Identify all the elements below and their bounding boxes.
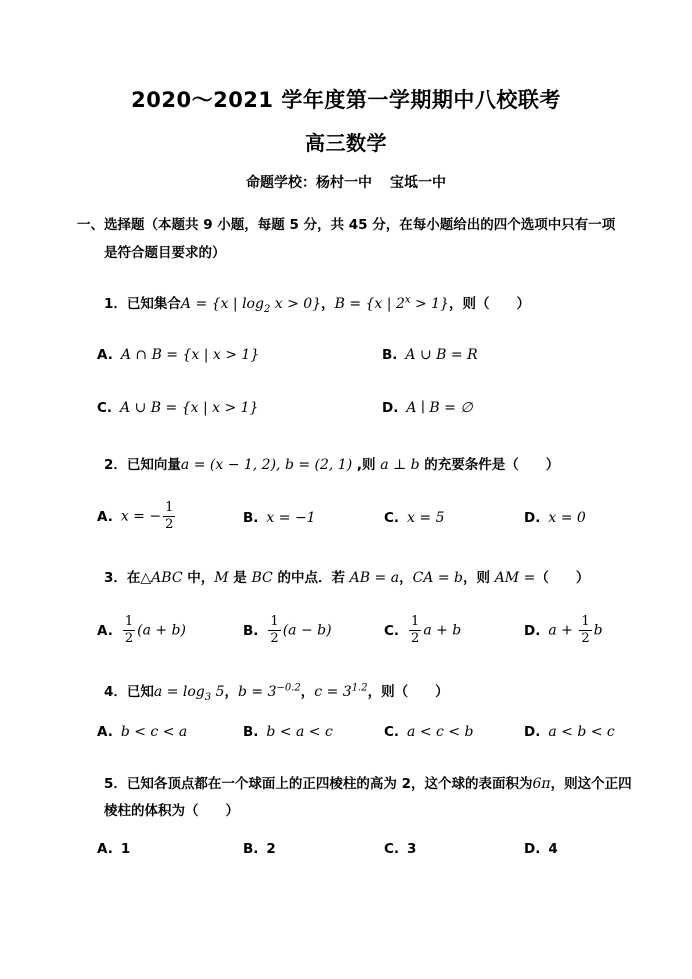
section-heading-line2: 是符合题目要求的） (104, 245, 226, 261)
math-ca: CA = b (412, 570, 463, 586)
option-5c[interactable]: C. 3 (384, 841, 417, 857)
option-1c[interactable]: C. A ∪ B = {x | x > 1} (97, 400, 259, 416)
schools-second: 宝坻一中 (390, 175, 446, 191)
math-b: $b = 3^{-0.2}$ (238, 682, 301, 700)
option-5a[interactable]: A. 1 (97, 841, 131, 857)
page-title: 2020～2021 学年度第一学期期中八校联考 (131, 88, 561, 112)
math-a: $a = \log_3 5$ (153, 684, 225, 703)
subject-title: 高三数学 (305, 131, 387, 155)
question-number: 4． (104, 684, 127, 700)
math-perp: a ⊥ b (380, 457, 420, 473)
math-set-b: B = {x | $2^x > 1$} (334, 294, 449, 312)
schools-label: 命题学校：杨村一中 (246, 175, 372, 191)
math-ab: AB = a (349, 570, 400, 586)
question-suffix: 的充要条件是（ ） (419, 457, 560, 473)
option-5b[interactable]: B. 2 (243, 841, 276, 857)
fraction: $\frac{1}{2}$ (165, 500, 174, 532)
question-text: 已知集合 (126, 296, 181, 312)
math-triangle: △ABC (140, 570, 183, 586)
question-1: 1．已知集合A = {x | $\log_2 x > 0$}，B = {x | $2^x > 1$}，则（ ） (104, 294, 530, 315)
question-number: 2． (104, 457, 127, 473)
option-1d[interactable]: D. A ∣ B = ∅ (382, 400, 473, 416)
question-5-line2: 棱柱的体积为（ ） (104, 803, 239, 819)
question-number: 5． (104, 776, 127, 792)
option-4b[interactable]: B. b < a < c (243, 724, 333, 740)
option-2a[interactable]: A. x = − $\frac{1}{2}$ (97, 500, 174, 532)
question-text: 已知向量 (126, 457, 181, 473)
option-3b[interactable]: B. $\frac{1}{2}$ (a − b) (243, 614, 332, 646)
option-3a[interactable]: A. $\frac{1}{2}$ (a + b) (97, 614, 186, 646)
question-5: 5．已知各顶点都在一个球面上的正四棱柱的高为 2，这个球的表面积为6π，则这个正四 (104, 776, 632, 792)
schools-line (0, 172, 692, 192)
question-suffix: （ ） (535, 570, 590, 586)
option-1b[interactable]: B. A ∪ B = R (382, 347, 478, 363)
option-2b[interactable]: B. x = −1 (243, 510, 316, 526)
option-4a[interactable]: A. b < c < a (97, 724, 188, 740)
option-5d[interactable]: D. 4 (524, 841, 558, 857)
math-vectors: a = (x − 1, 2), b = (2, 1) (180, 457, 353, 473)
math-set-a: A = {x | $\log_2 x > 0$} (180, 296, 322, 315)
math-c: $c = 3^{1.2}$ (314, 682, 368, 700)
option-4c[interactable]: C. a < c < b (384, 724, 474, 740)
option-2c[interactable]: C. x = 5 (384, 510, 445, 526)
question-number: 1． (104, 296, 127, 312)
option-2d[interactable]: D. x = 0 (524, 510, 586, 526)
math-6pi: 6π (532, 776, 551, 792)
question-3: 3．在△ABC 中，M 是 BC 的中点．若 AB = a，CA = b，则 AM =（ ） (104, 570, 590, 586)
option-3c[interactable]: C. $\frac{1}{2}$ a + b (384, 614, 462, 646)
question-2: 2．已知向量a = (x − 1, 2), b = (2, 1) ,则 a ⊥ b 的充要条件是（ ） (104, 457, 560, 473)
section-heading-line1: 一、选择题（本题共 9 小题，每题 5 分，共 45 分，在每小题给出的四个选项中只有一项 (77, 217, 616, 233)
option-4d[interactable]: D. a < b < c (524, 724, 615, 740)
question-suffix: ，则（ ） (367, 684, 449, 700)
question-4: 4．已知$a = \log_3 5$，$b = 3^{-0.2}$，$c = 3^{1.2}$，则（ ） (104, 682, 449, 703)
option-1a[interactable]: A. A ∩ B = {x | x > 1} (97, 347, 260, 363)
math-am: AM = (494, 570, 536, 586)
option-3d[interactable]: D. a + $\frac{1}{2}$ b (524, 614, 603, 646)
question-suffix: ，则（ ） (448, 296, 530, 312)
question-number: 3． (104, 570, 127, 586)
